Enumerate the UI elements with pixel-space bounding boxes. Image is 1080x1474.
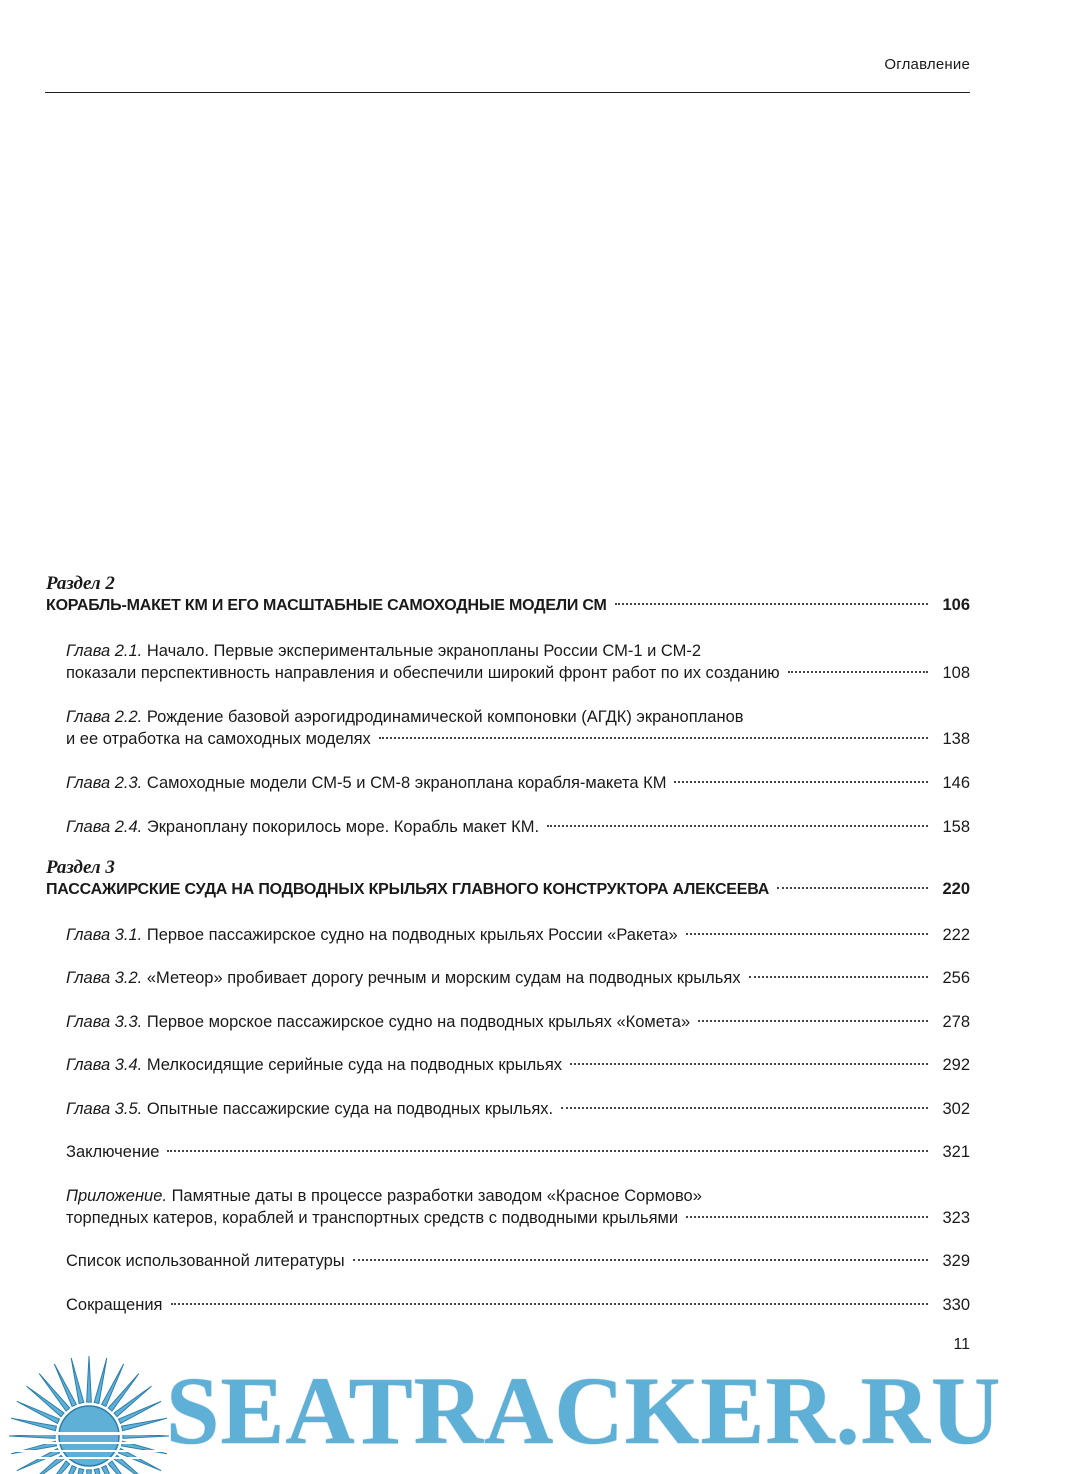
toc-entry[interactable] xyxy=(46,816,970,838)
header-rule xyxy=(45,92,970,93)
page-number: 11 xyxy=(953,1336,970,1353)
running-head: Оглавление xyxy=(884,56,970,73)
chapter-title: Начало. Первые экспериментальные экранопланы России СМ-1 и СМ-2 xyxy=(142,642,702,660)
watermark-text: SEATRACKER.RU xyxy=(166,1357,1002,1464)
toc-entry[interactable] xyxy=(46,706,970,750)
page-ref: 222 xyxy=(942,926,970,944)
sun-ray xyxy=(39,1374,70,1412)
chapter-title-cont: показали перспективность направления и обеспечили широкий фронт работ по их созданию xyxy=(66,664,780,682)
chapter-label: Глава 3.4. xyxy=(66,1056,143,1074)
page-ref: 321 xyxy=(942,1143,970,1161)
page-ref: 146 xyxy=(942,774,970,792)
dot-leader xyxy=(167,1150,928,1152)
chapter-label: Глава 3.3. xyxy=(66,1013,143,1031)
toc-entry[interactable] xyxy=(46,640,970,684)
dot-leader xyxy=(788,671,928,673)
dot-leader xyxy=(686,933,928,935)
toc-entry[interactable] xyxy=(46,967,970,989)
page-ref: 106 xyxy=(942,596,970,614)
section-label: Раздел 2 xyxy=(46,573,115,594)
page-ref: 256 xyxy=(942,969,970,987)
chapter-label: Глава 3.2. xyxy=(66,969,143,987)
section-title: ПАССАЖИРСКИЕ СУДА НА ПОДВОДНЫХ КРЫЛЬЯХ ГЛАВНОГО КОНСТРУКТОРА АЛЕКСЕЕВА xyxy=(46,881,770,898)
toc-entry[interactable] xyxy=(46,1141,970,1163)
sun-ray xyxy=(71,1358,84,1404)
toc-entry[interactable] xyxy=(46,1054,970,1076)
sun-ray xyxy=(94,1358,107,1404)
chapter-title: Опытные пассажирские суда на подводных крыльях. xyxy=(142,1100,554,1118)
section-title-row[interactable] xyxy=(46,594,970,617)
page-ref: 220 xyxy=(942,880,970,898)
chapter-title: «Метеор» пробивает дорогу речным и морским судам на подводных крыльях xyxy=(142,969,741,987)
dot-leader xyxy=(686,1216,928,1218)
section-title: КОРАБЛЬ-МАКЕТ КМ И ЕГО МАСШТАБНЫЕ САМОХОДНЫЕ МОДЕЛИ СМ xyxy=(46,597,607,614)
page-ref: 138 xyxy=(942,730,970,748)
chapter-title: Самоходные модели СМ-5 и СМ-8 экраноплана корабля-макета КМ xyxy=(142,774,667,792)
page-ref: 302 xyxy=(942,1100,970,1118)
entry-title: Заключение xyxy=(66,1143,160,1161)
entry-title: Памятные даты в процессе разработки заводом «Красное Сормово» xyxy=(166,1187,702,1205)
sun-ray xyxy=(87,1356,92,1402)
page-ref: 108 xyxy=(942,664,970,682)
toc-entry[interactable] xyxy=(46,1185,970,1229)
entry-title: Сокращения xyxy=(66,1296,163,1314)
sun-ray xyxy=(108,1374,139,1412)
section-3 xyxy=(46,858,970,901)
dot-leader xyxy=(379,737,928,739)
dot-leader xyxy=(749,976,928,978)
page-ref: 278 xyxy=(942,1013,970,1031)
chapter-label: Глава 2.1. xyxy=(66,642,143,660)
chapter-title: Мелкосидящие серийные суда на подводных крыльях xyxy=(142,1056,563,1074)
dot-leader xyxy=(561,1107,928,1109)
entry-title: Список использованной литературы xyxy=(66,1252,345,1270)
chapter-title: Первое пассажирское судно на подводных крыльях России «Ракета» xyxy=(142,926,678,944)
chapter-title-cont: и ее отработка на самоходных моделях xyxy=(66,730,371,748)
page-ref: 158 xyxy=(942,818,970,836)
chapter-label: Глава 3.1. xyxy=(66,926,143,944)
dot-leader xyxy=(674,781,928,783)
dot-leader xyxy=(171,1303,929,1305)
sun-ray xyxy=(114,1386,152,1417)
toc-entry[interactable] xyxy=(46,924,970,946)
sun-ray xyxy=(87,1470,92,1474)
appendix-label: Приложение. xyxy=(66,1187,167,1205)
sun-ray xyxy=(27,1386,65,1417)
toc-entry[interactable] xyxy=(46,1011,970,1033)
toc-entry[interactable] xyxy=(46,1098,970,1120)
dot-leader xyxy=(615,603,928,605)
chapter-label: Глава 2.4. xyxy=(66,818,143,836)
watermark xyxy=(0,1350,1080,1474)
chapter-title: Экраноплану покорилось море. Корабль макет КМ. xyxy=(142,818,540,836)
chapter-title: Рождение базовой аэрогидродинамической компоновки (АГДК) экранопланов xyxy=(142,708,744,726)
dot-leader xyxy=(547,825,928,827)
dot-leader xyxy=(570,1063,928,1065)
page-ref: 329 xyxy=(942,1252,970,1270)
sun-ray xyxy=(122,1418,168,1431)
section-label: Раздел 3 xyxy=(46,857,115,878)
page-ref: 323 xyxy=(942,1209,970,1227)
section-title-row[interactable] xyxy=(46,878,970,901)
chapter-label: Глава 3.5. xyxy=(66,1100,143,1118)
toc-entry[interactable] xyxy=(46,772,970,794)
dot-leader xyxy=(777,887,928,889)
dot-leader xyxy=(353,1259,928,1261)
toc-entry[interactable] xyxy=(46,1294,970,1316)
page-ref: 292 xyxy=(942,1056,970,1074)
chapter-label: Глава 2.2. xyxy=(66,708,143,726)
sun-ray xyxy=(11,1418,57,1431)
chapter-title: Первое морское пассажирское судно на подводных крыльях «Комета» xyxy=(142,1013,691,1031)
dot-leader xyxy=(698,1020,928,1022)
chapter-label: Глава 2.3. xyxy=(66,774,143,792)
toc-entry[interactable] xyxy=(46,1250,970,1272)
sun-logo-icon xyxy=(4,1350,174,1474)
section-2 xyxy=(46,574,970,617)
page-ref: 330 xyxy=(942,1296,970,1314)
entry-title-cont: торпедных катеров, кораблей и транспортных средств с подводными крыльями xyxy=(66,1209,679,1227)
